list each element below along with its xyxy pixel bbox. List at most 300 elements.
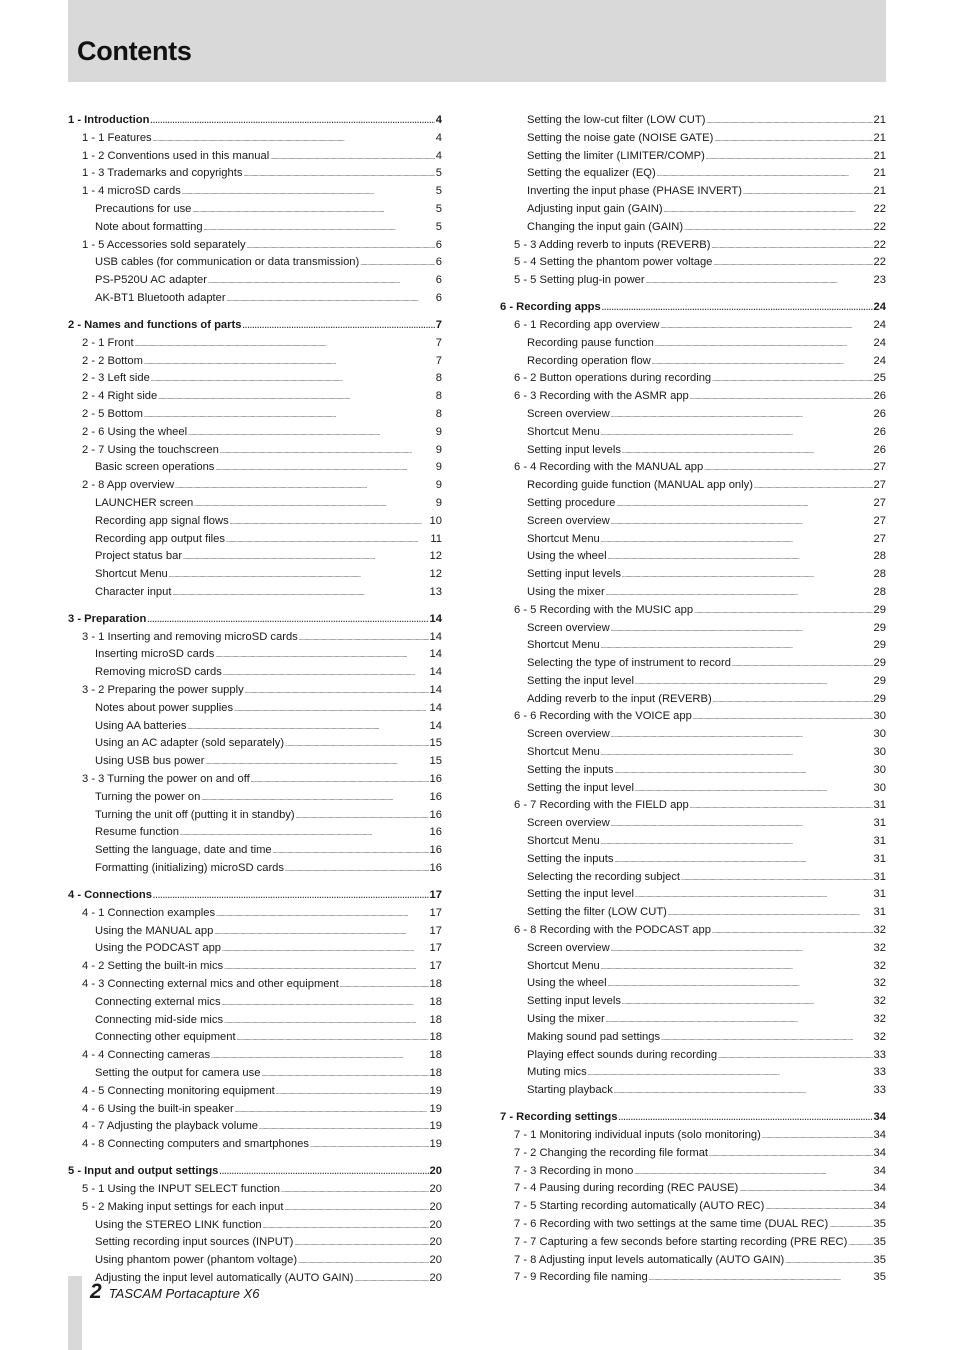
toc-entry-title: Connecting external mics: [95, 995, 221, 1008]
toc-entry-page: 30: [873, 763, 886, 776]
toc-entry-page: 20: [429, 1165, 442, 1178]
toc-entry-title: Inverting the input phase (PHASE INVERT): [527, 185, 742, 198]
toc-entry[interactable]: [68, 1136, 442, 1154]
toc-entry[interactable]: [500, 815, 886, 833]
toc-entry[interactable]: [500, 254, 886, 272]
toc-entry[interactable]: [500, 1163, 886, 1181]
toc-entry[interactable]: [68, 994, 442, 1012]
toc-entry-title: Setting the limiter (LIMITER/COMP): [527, 149, 705, 162]
toc-entry-title: Setting the input level: [527, 674, 634, 687]
toc-entry[interactable]: [500, 495, 886, 513]
toc-entry-page: 23: [873, 274, 886, 287]
toc-entry[interactable]: [68, 824, 442, 842]
toc-entry[interactable]: [500, 637, 886, 655]
toc-entry[interactable]: [68, 1181, 442, 1199]
toc-entry-title: 1 - 5 Accessories sold separately: [82, 238, 246, 251]
toc-entry-page: 32: [873, 1030, 886, 1043]
toc-entry-page: 19: [429, 1138, 442, 1151]
toc-entry-title: Shortcut Menu: [527, 959, 600, 972]
toc-entry-title: 2 - 4 Right side: [82, 390, 158, 403]
toc-entry[interactable]: [500, 353, 886, 371]
toc-entry[interactable]: [68, 1012, 442, 1030]
toc-entry[interactable]: [500, 958, 886, 976]
toc-entry-page: 34: [873, 1200, 886, 1213]
toc-entry-title: Shortcut Menu: [527, 425, 600, 438]
toc-entry-title: Recording operation flow: [527, 354, 651, 367]
toc-entry[interactable]: [68, 219, 442, 237]
toc-entry-title: Recording app signal flows: [95, 514, 229, 527]
toc-entry-page: 31: [873, 870, 886, 883]
toc-entry-page: 16: [429, 790, 442, 803]
toc-entry-title: 5 - 3 Adding reverb to inputs (REVERB): [514, 238, 711, 251]
toc-entry[interactable]: [68, 789, 442, 807]
toc-entry[interactable]: [68, 1101, 442, 1119]
toc-entry[interactable]: [500, 922, 886, 940]
toc-entry[interactable]: [500, 726, 886, 744]
toc-entry[interactable]: [68, 112, 442, 130]
toc-entry-page: 15: [429, 755, 442, 768]
toc-entry-title: 4 - 7 Adjusting the playback volume: [82, 1120, 258, 1133]
toc-entry[interactable]: [500, 833, 886, 851]
toc-entry[interactable]: [68, 735, 442, 753]
toc-entry-title: 6 - 8 Recording with the PODCAST app: [514, 924, 711, 937]
toc-entry[interactable]: [68, 148, 442, 166]
toc-entry-title: 6 - 4 Recording with the MANUAL app: [514, 461, 704, 474]
toc-entry[interactable]: [500, 1180, 886, 1198]
toc-entry-page: 24: [873, 336, 886, 349]
toc-entry-page: 15: [429, 737, 442, 750]
toc-entry[interactable]: [68, 860, 442, 878]
toc-leader-dots: [602, 299, 873, 317]
toc-entry-title: 6 - 7 Recording with the FIELD app: [514, 799, 689, 812]
toc-entry[interactable]: [68, 1118, 442, 1136]
toc-entry-page: 9: [435, 443, 442, 456]
toc-entry[interactable]: [500, 566, 886, 584]
toc-entry-page: 34: [873, 1164, 886, 1177]
toc-entry[interactable]: [500, 1109, 886, 1127]
toc-entry-title: Removing microSD cards: [95, 666, 222, 679]
toc-entry-page: 19: [429, 1084, 442, 1097]
toc-entry[interactable]: [500, 1011, 886, 1029]
toc-entry-title: 7 - 4 Pausing during recording (REC PAUSE): [514, 1182, 739, 1195]
toc-entry-title: 2 - 1 Front: [82, 336, 134, 349]
toc-entry-title: 6 - 5 Recording with the MUSIC app: [514, 603, 694, 616]
toc-entry[interactable]: [68, 442, 442, 460]
toc-entry[interactable]: [68, 700, 442, 718]
toc-entry-page: 20: [429, 1218, 442, 1231]
toc-entry[interactable]: [500, 1145, 886, 1163]
toc-entry-title: Inserting microSD cards: [95, 648, 215, 661]
toc-entry-page: 35: [873, 1253, 886, 1266]
toc-entry[interactable]: [68, 1234, 442, 1252]
toc-entry-page: 31: [873, 888, 886, 901]
toc-entry[interactable]: [500, 165, 886, 183]
toc-entry[interactable]: [500, 1198, 886, 1216]
toc-leader-dots: [354, 1270, 428, 1290]
toc-entry-page: 22: [873, 256, 886, 269]
toc-entry-page: 21: [873, 114, 886, 126]
toc-leader-dots: [614, 1082, 873, 1102]
toc-entry[interactable]: [500, 1127, 886, 1145]
toc-entry[interactable]: [500, 904, 886, 922]
toc-entry[interactable]: [500, 744, 886, 762]
toc-entry[interactable]: [68, 237, 442, 255]
toc-entry[interactable]: [500, 335, 886, 353]
toc-entry-title: 7 - 3 Recording in mono: [514, 1164, 634, 1177]
toc-entry[interactable]: [500, 655, 886, 673]
toc-entry[interactable]: [68, 923, 442, 941]
toc-entry-page: 32: [873, 924, 886, 937]
toc-entry[interactable]: [68, 976, 442, 994]
toc-entry[interactable]: [500, 424, 886, 442]
toc-entry-title: Setting the inputs: [527, 763, 614, 776]
toc-entry-page: 17: [429, 960, 442, 973]
toc-entry-title: Recording pause function: [527, 336, 654, 349]
toc-entry-title: Screen overview: [527, 514, 610, 527]
page-title: Contents: [77, 36, 192, 66]
toc-entry-page: 19: [429, 1102, 442, 1115]
toc-entry[interactable]: [500, 993, 886, 1011]
toc-entry[interactable]: [500, 1029, 886, 1047]
toc-entry-page: 17: [429, 889, 442, 902]
toc-entry[interactable]: [500, 370, 886, 388]
toc-entry[interactable]: [68, 335, 442, 353]
toc-entry[interactable]: [500, 1082, 886, 1100]
toc-entry-page: 29: [873, 674, 886, 687]
toc-entry[interactable]: [500, 112, 886, 130]
toc-entry[interactable]: [500, 299, 886, 317]
footer: [90, 1280, 259, 1304]
toc-entry-page: 16: [429, 808, 442, 821]
toc-entry-page: 27: [873, 461, 886, 474]
toc-entry-title: Turning the unit off (putting it in standby): [95, 808, 295, 821]
toc-entry-title: Basic screen operations: [95, 461, 215, 474]
toc-entry-title: 6 - 6 Recording with the VOICE app: [514, 710, 692, 723]
toc-entry-page: 33: [873, 1048, 886, 1061]
toc-entry-page: 13: [429, 585, 442, 598]
toc-entry[interactable]: [500, 869, 886, 887]
toc-entry-page: 17: [429, 906, 442, 919]
toc-entry-page: 18: [429, 1013, 442, 1026]
toc-entry-page: 14: [429, 648, 442, 661]
toc-entry[interactable]: [500, 237, 886, 255]
toc-entry-page: 20: [429, 1200, 442, 1213]
toc-entry-title: Adjusting input gain (GAIN): [527, 202, 663, 215]
toc-entry-title: Setting input levels: [527, 568, 621, 581]
toc-entry-page: 29: [873, 621, 886, 634]
toc-entry-page: 33: [873, 1084, 886, 1097]
toc-entry-page: 8: [435, 407, 442, 420]
toc-entry[interactable]: [68, 664, 442, 682]
toc-entry-title: 4 - 4 Connecting cameras: [82, 1049, 211, 1062]
toc-column-right: [500, 112, 886, 1287]
toc-entry-title: 1 - 1 Features: [82, 131, 152, 144]
toc-entry-title: 4 - 3 Connecting external mics and other equipment: [82, 978, 339, 991]
toc-entry-page: 28: [873, 585, 886, 598]
toc-entry-page: 18: [429, 1049, 442, 1062]
toc-entry-page: 9: [435, 479, 442, 492]
toc-entry[interactable]: [500, 1216, 886, 1234]
toc-entry[interactable]: [68, 584, 442, 602]
toc-entry[interactable]: [500, 1269, 886, 1287]
toc-entry[interactable]: [68, 513, 442, 531]
toc-entry-page: 34: [873, 1111, 886, 1124]
toc-entry-page: 14: [429, 666, 442, 679]
toc-entry-title: Starting playback: [527, 1084, 613, 1097]
toc-leader-dots: [285, 860, 429, 880]
toc-entry-page: 16: [429, 773, 442, 786]
toc-entry[interactable]: [68, 1065, 442, 1083]
toc-entry-title: Recording guide function (MANUAL app only): [527, 479, 753, 492]
toc-entry-page: 16: [429, 844, 442, 857]
toc-entry[interactable]: [500, 1064, 886, 1082]
toc-entry-page: 26: [873, 390, 886, 403]
toc-entry[interactable]: [68, 531, 442, 549]
footer-brand: TASCAM Portacapture X6: [108, 1286, 260, 1301]
toc-entry-page: 14: [429, 630, 442, 643]
toc-entry[interactable]: [68, 940, 442, 958]
toc-entry-title: Character input: [95, 585, 172, 598]
toc-entry-title: 7 - 7 Capturing a few seconds before starting recording (PRE REC): [514, 1235, 848, 1248]
toc-entry-page: 16: [429, 862, 442, 875]
toc-entry-page: 33: [873, 1066, 886, 1079]
toc-entry-title: 2 - 3 Left side: [82, 372, 150, 385]
toc-entry-title: 7 - Recording settings: [500, 1111, 618, 1124]
toc-entry[interactable]: [68, 388, 442, 406]
toc-entry[interactable]: [500, 975, 886, 993]
toc-entry[interactable]: [500, 762, 886, 780]
toc-entry-page: 30: [873, 728, 886, 741]
toc-entry[interactable]: [68, 958, 442, 976]
footer-tab: [68, 1276, 82, 1350]
toc-entry[interactable]: [68, 646, 442, 664]
toc-entry[interactable]: [68, 370, 442, 388]
toc-entry[interactable]: [68, 611, 442, 629]
toc-entry[interactable]: [68, 1083, 442, 1101]
toc-entry-page: 28: [873, 568, 886, 581]
toc-entry[interactable]: [68, 753, 442, 771]
toc-entry-page: 7: [435, 354, 442, 367]
toc-entry-title: Setting the language, date and time: [95, 844, 272, 857]
toc-column-left: [68, 112, 442, 1288]
toc-entry-title: USB cables (for communication or data transmission): [95, 256, 360, 269]
toc-entry-title: LAUNCHER screen: [95, 496, 194, 509]
toc-entry-page: 4: [435, 114, 442, 126]
toc-entry[interactable]: [500, 477, 886, 495]
toc-entry[interactable]: [500, 148, 886, 166]
toc-entry-title: Setting the input level: [527, 888, 634, 901]
toc-entry[interactable]: [68, 1252, 442, 1270]
toc-entry[interactable]: [500, 388, 886, 406]
toc-entry[interactable]: [500, 531, 886, 549]
toc-entry[interactable]: [68, 130, 442, 148]
toc-entry[interactable]: [500, 620, 886, 638]
toc-entry-page: 9: [435, 496, 442, 509]
toc-entry-page: 11: [430, 532, 442, 545]
toc-entry-title: Project status bar: [95, 550, 183, 563]
toc-entry[interactable]: [500, 673, 886, 691]
toc-entry[interactable]: [68, 459, 442, 477]
toc-entry-title: 5 - Input and output settings: [68, 1165, 219, 1178]
toc-entry-title: 2 - 8 App overview: [82, 479, 175, 492]
toc-entry-page: 12: [429, 550, 442, 563]
toc-entry-title: Adding reverb to the input (REVERB): [527, 692, 712, 705]
toc-entry-title: Muting mics: [527, 1066, 587, 1079]
toc-entry[interactable]: [500, 513, 886, 531]
toc-entry[interactable]: [68, 807, 442, 825]
toc-entry[interactable]: [68, 406, 442, 424]
toc-entry-title: Setting the low-cut filter (LOW CUT): [527, 114, 706, 126]
toc-entry[interactable]: [500, 183, 886, 201]
toc-entry-title: 1 - 3 Trademarks and copyrights: [82, 167, 243, 180]
toc-entry-page: 32: [873, 959, 886, 972]
toc-entry-title: Recording app output files: [95, 532, 225, 545]
page-number: 2: [90, 1280, 102, 1303]
toc-entry[interactable]: [68, 905, 442, 923]
toc-entry[interactable]: [68, 201, 442, 219]
toc-entry-title: Using phantom power (phantom voltage): [95, 1254, 298, 1267]
toc-entry-title: 2 - Names and functions of parts: [68, 318, 242, 331]
toc-entry[interactable]: [500, 691, 886, 709]
toc-entry-title: Setting the input level: [527, 781, 634, 794]
toc-entry[interactable]: [500, 459, 886, 477]
toc-entry[interactable]: [68, 165, 442, 183]
toc-entry-page: 14: [429, 719, 442, 732]
toc-entry-title: Using USB bus power: [95, 755, 205, 768]
toc-entry[interactable]: [68, 1199, 442, 1217]
toc-entry-title: Screen overview: [527, 817, 610, 830]
toc-entry[interactable]: [500, 584, 886, 602]
toc-entry[interactable]: [500, 1047, 886, 1065]
toc-entry-title: Resume function: [95, 826, 179, 839]
toc-entry-page: 5: [435, 202, 442, 215]
toc-entry-title: 4 - 8 Connecting computers and smartphones: [82, 1138, 309, 1151]
toc-entry-title: Setting recording input sources (INPUT): [95, 1236, 294, 1249]
toc-entry[interactable]: [68, 477, 442, 495]
toc-entry-title: 2 - 5 Bottom: [82, 407, 143, 420]
toc-entry-page: 14: [429, 684, 442, 697]
toc-entry-page: 18: [429, 1067, 442, 1079]
toc-entry-page: 32: [873, 941, 886, 954]
toc-entry[interactable]: [500, 940, 886, 958]
toc-entry[interactable]: [500, 219, 886, 237]
toc-entry[interactable]: [68, 887, 442, 905]
toc-entry-title: Using AA batteries: [95, 719, 187, 732]
toc-entry-title: 7 - 8 Adjusting input levels automatically (AUTO GAIN): [514, 1253, 785, 1266]
toc-entry-page: 24: [873, 318, 886, 331]
toc-entry-page: 30: [873, 746, 886, 759]
toc-entry[interactable]: [500, 1252, 886, 1270]
toc-entry[interactable]: [68, 317, 442, 335]
toc-entry-title: Playing effect sounds during recording: [527, 1048, 718, 1061]
toc-entry-title: Connecting other equipment: [95, 1031, 236, 1044]
toc-entry[interactable]: [68, 842, 442, 860]
toc-entry[interactable]: [68, 1047, 442, 1065]
toc-entry-page: 24: [873, 354, 886, 367]
toc-entry[interactable]: [500, 602, 886, 620]
toc-entry[interactable]: [500, 1234, 886, 1252]
toc-entry-page: 29: [873, 692, 886, 705]
toc-entry[interactable]: [68, 548, 442, 566]
toc-entry-page: 6: [435, 291, 442, 304]
toc-entry[interactable]: [68, 353, 442, 371]
toc-entry-page: 27: [873, 496, 886, 509]
toc-leader-dots: [147, 611, 428, 629]
toc-entry-title: Notes about power supplies: [95, 701, 234, 714]
toc-entry-title: 4 - Connections: [68, 889, 152, 902]
toc-entry-title: Setting the equalizer (EQ): [527, 167, 656, 180]
toc-entry-page: 21: [873, 167, 886, 180]
toc-entry-page: 32: [873, 995, 886, 1008]
toc-entry[interactable]: [68, 183, 442, 201]
toc-entry[interactable]: [68, 424, 442, 442]
toc-entry[interactable]: [68, 290, 442, 308]
toc-entry-title: Using the MANUAL app: [95, 924, 214, 937]
toc-entry-title: 2 - 7 Using the touchscreen: [82, 443, 219, 456]
toc-entry-page: 7: [435, 336, 442, 349]
toc-entry-page: 31: [873, 906, 886, 919]
toc-entry-page: 28: [873, 550, 886, 563]
toc-entry-title: Setting the output for camera use: [95, 1067, 261, 1079]
toc-entry[interactable]: [68, 718, 442, 736]
toc-entry-title: 3 - 2 Preparing the power supply: [82, 684, 244, 697]
toc-entry-page: 22: [873, 220, 886, 233]
toc-entry-title: Changing the input gain (GAIN): [527, 220, 684, 233]
toc-entry[interactable]: [68, 566, 442, 584]
toc-entry[interactable]: [68, 1163, 442, 1181]
toc-entry-title: 5 - 4 Setting the phantom power voltage: [514, 256, 713, 269]
toc-entry[interactable]: [500, 406, 886, 424]
toc-entry[interactable]: [500, 780, 886, 798]
toc-entry-page: 27: [873, 514, 886, 527]
toc-entry[interactable]: [68, 771, 442, 789]
toc-entry[interactable]: [500, 886, 886, 904]
toc-entry-title: 3 - 3 Turning the power on and off: [82, 773, 250, 786]
toc-entry-page: 18: [429, 978, 442, 991]
toc-entry-page: 27: [873, 479, 886, 492]
toc-entry-page: 17: [429, 924, 442, 937]
toc-entry[interactable]: [500, 548, 886, 566]
toc-entry-page: 10: [429, 514, 442, 527]
toc-entry[interactable]: [500, 130, 886, 148]
toc-entry-page: 26: [873, 425, 886, 438]
toc-entry[interactable]: [500, 201, 886, 219]
toc-entry-page: 9: [435, 461, 442, 474]
toc-entry[interactable]: [500, 797, 886, 815]
toc-entry[interactable]: [68, 254, 442, 272]
toc-leader-dots: [649, 1269, 873, 1289]
toc-entry[interactable]: [68, 1029, 442, 1047]
toc-leader-dots: [150, 112, 434, 130]
toc-entry[interactable]: [500, 442, 886, 460]
toc-entry[interactable]: [68, 495, 442, 513]
toc-entry[interactable]: [500, 851, 886, 869]
toc-entry[interactable]: [68, 629, 442, 647]
toc-entry[interactable]: [68, 1217, 442, 1235]
toc-entry-title: 4 - 6 Using the built-in speaker: [82, 1102, 234, 1115]
toc-leader-dots: [619, 1109, 873, 1127]
toc-entry-page: 21: [873, 149, 886, 162]
toc-entry-title: 7 - 6 Recording with two settings at the same time (DUAL REC): [514, 1217, 829, 1230]
toc-entry[interactable]: [500, 317, 886, 335]
toc-entry-page: 20: [429, 1254, 442, 1267]
toc-entry[interactable]: [68, 272, 442, 290]
toc-entry[interactable]: [500, 708, 886, 726]
toc-entry[interactable]: [68, 682, 442, 700]
toc-entry-page: 6: [435, 274, 442, 287]
toc-entry[interactable]: [500, 272, 886, 290]
toc-entry-title: Setting the filter (LOW CUT): [527, 906, 667, 919]
